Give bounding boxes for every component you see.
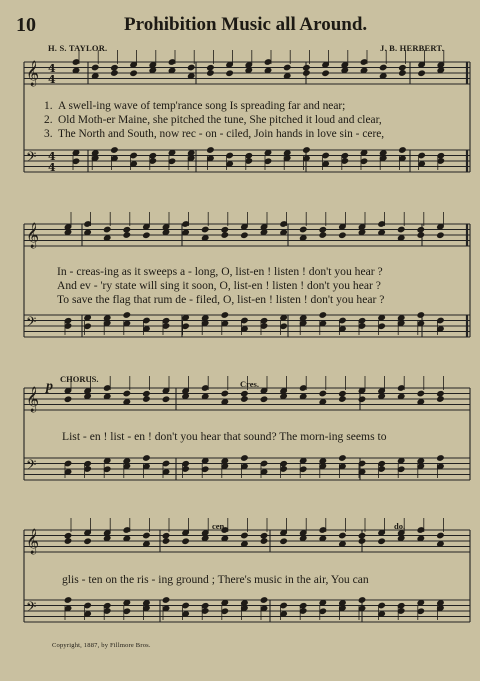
note-head <box>162 533 169 539</box>
note-head <box>339 605 346 611</box>
note-head <box>417 608 424 614</box>
note-head <box>104 535 111 541</box>
note-head <box>260 388 267 394</box>
note-head <box>149 153 156 159</box>
note-head <box>322 152 329 158</box>
note-head <box>264 158 271 164</box>
note-head <box>360 59 367 65</box>
note-head <box>104 320 111 326</box>
treble-clef-icon: 𝄞 <box>26 387 40 412</box>
note-head <box>284 155 291 161</box>
note-head <box>398 385 405 391</box>
note-head <box>182 323 189 329</box>
note-head <box>241 455 248 461</box>
note-head <box>339 232 346 238</box>
note-head <box>339 224 346 230</box>
note-head <box>398 608 405 614</box>
note-head <box>399 70 406 76</box>
note-head <box>92 155 99 161</box>
note-head <box>300 466 307 472</box>
note-head <box>143 317 150 323</box>
note-head <box>123 463 130 469</box>
note-head <box>64 318 71 324</box>
note-head <box>319 600 326 606</box>
note-head <box>245 153 252 159</box>
note-head <box>130 152 137 158</box>
note-head <box>226 62 233 68</box>
note-head <box>358 229 365 235</box>
note-head <box>260 460 267 466</box>
note-head <box>202 466 209 472</box>
bass-clef-icon: 𝄢 <box>26 149 37 168</box>
note-head <box>398 466 405 472</box>
note-head <box>398 603 405 609</box>
note-head <box>398 458 405 464</box>
note-head <box>84 221 91 227</box>
note-head <box>84 461 91 467</box>
note-head <box>378 393 385 399</box>
note-head <box>378 221 385 227</box>
composer-credit: J. B. HERBERT. <box>380 43 444 53</box>
note-head <box>358 388 365 394</box>
time-signature: 4 <box>48 161 56 174</box>
note-head <box>168 158 175 164</box>
note-head <box>182 530 189 536</box>
note-head <box>437 391 444 397</box>
note-head <box>300 608 307 614</box>
note-head <box>104 608 111 614</box>
note-head <box>378 466 385 472</box>
note-head <box>280 530 287 536</box>
dynamic-piano: p <box>46 379 53 394</box>
note-head <box>284 64 291 70</box>
crescendo-label: Cres. <box>240 379 259 389</box>
note-head <box>245 67 252 73</box>
time-signature: 4 <box>48 62 56 75</box>
note-head <box>221 232 228 238</box>
note-head <box>123 600 130 606</box>
note-head <box>104 603 111 609</box>
treble-clef-icon: 𝄞 <box>26 529 40 554</box>
note-head <box>260 323 267 329</box>
verse-line-3 <box>44 128 384 140</box>
note-head <box>143 224 150 230</box>
note-head <box>202 458 209 464</box>
note-head <box>84 602 91 608</box>
note-head <box>123 227 130 233</box>
note-head <box>241 396 248 402</box>
note-head <box>123 527 130 533</box>
note-head <box>143 532 150 538</box>
note-head <box>84 530 91 536</box>
note-head <box>241 232 248 238</box>
note-head <box>280 323 287 329</box>
note-head <box>303 65 310 71</box>
note-head <box>162 597 169 603</box>
note-head <box>64 533 71 539</box>
note-head <box>260 597 267 603</box>
note-head <box>339 391 346 397</box>
note-head <box>319 527 326 533</box>
note-head <box>64 388 71 394</box>
note-head <box>280 315 287 321</box>
note-head <box>378 315 385 321</box>
note-head <box>168 59 175 65</box>
note-head <box>202 226 209 232</box>
lyric-line-1: In - creas-ing as it sweeps a - long, O, list-en ! listen ! don't you hear ? <box>57 265 383 278</box>
note-head <box>341 158 348 164</box>
note-head <box>417 527 424 533</box>
note-head <box>143 605 150 611</box>
note-head <box>130 62 137 68</box>
note-head <box>130 70 137 76</box>
note-head <box>280 466 287 472</box>
note-head <box>437 605 444 611</box>
note-head <box>123 312 130 318</box>
note-head <box>399 147 406 153</box>
note-head <box>341 153 348 159</box>
note-head <box>417 463 424 469</box>
bass-clef-icon: 𝄢 <box>26 599 37 618</box>
note-head <box>358 538 365 544</box>
note-head <box>84 323 91 329</box>
verse-number: 1. <box>44 100 53 112</box>
note-head <box>84 466 91 472</box>
note-head <box>360 150 367 156</box>
note-head <box>64 323 71 329</box>
note-head <box>260 318 267 324</box>
note-head <box>92 64 99 70</box>
note-head <box>143 396 150 402</box>
lyricist-credit: H. S. TAYLOR. <box>48 43 108 53</box>
note-head <box>162 396 169 402</box>
verse-text: Old Moth-er Maine, she pitched the tune, She pitched it loud and clear, <box>58 114 382 126</box>
note-head <box>188 155 195 161</box>
note-head <box>168 150 175 156</box>
note-head <box>123 608 130 614</box>
note-head <box>162 538 169 544</box>
note-head <box>72 150 79 156</box>
note-head <box>104 466 111 472</box>
hymn-title: Prohibition Music all Around. <box>124 14 368 35</box>
note-head <box>182 315 189 321</box>
note-head <box>322 70 329 76</box>
note-head <box>241 317 248 323</box>
note-head <box>358 597 365 603</box>
note-head <box>202 535 209 541</box>
note-head <box>398 320 405 326</box>
note-head <box>104 458 111 464</box>
note-head <box>280 538 287 544</box>
note-head <box>300 535 307 541</box>
note-head <box>339 317 346 323</box>
note-head <box>380 64 387 70</box>
note-head <box>437 158 444 164</box>
note-head <box>207 65 214 71</box>
note-head <box>111 147 118 153</box>
verse-number: 3. <box>44 128 53 140</box>
note-head <box>319 232 326 238</box>
note-head <box>339 532 346 538</box>
note-head <box>64 538 71 544</box>
note-head <box>358 533 365 539</box>
verse-line-2 <box>44 114 382 126</box>
treble-clef-icon: 𝄞 <box>26 223 40 248</box>
note-head <box>380 155 387 161</box>
note-head <box>437 153 444 159</box>
note-head <box>280 602 287 608</box>
note-head <box>143 391 150 397</box>
note-head <box>84 538 91 544</box>
note-head <box>64 396 71 402</box>
note-head <box>260 396 267 402</box>
note-head <box>241 224 248 230</box>
chorus-label: CHORUS. <box>60 374 99 384</box>
note-head <box>418 70 425 76</box>
note-head <box>358 323 365 329</box>
note-head <box>72 158 79 164</box>
verse-text: A swell-ing wave of temp'rance song Is spreading far and near; <box>58 100 346 112</box>
note-head <box>245 158 252 164</box>
note-head <box>241 532 248 538</box>
note-head <box>221 390 228 396</box>
note-head <box>207 70 214 76</box>
note-head <box>280 461 287 467</box>
note-head <box>123 232 130 238</box>
note-head <box>182 466 189 472</box>
note-head <box>143 455 150 461</box>
note-head <box>280 221 287 227</box>
note-head <box>72 59 79 65</box>
note-head <box>84 315 91 321</box>
note-head <box>437 67 444 73</box>
note-head <box>417 227 424 233</box>
note-head <box>417 312 424 318</box>
lyric-line-2: And ev - 'ry state will sing it soon, O, list-en ! listen ! don't you hear ? <box>57 279 381 292</box>
note-head <box>188 64 195 70</box>
note-head <box>264 150 271 156</box>
note-head <box>378 602 385 608</box>
note-head <box>149 158 156 164</box>
note-head <box>221 463 228 469</box>
note-head <box>300 226 307 232</box>
verse-line-1 <box>44 100 345 112</box>
verse-number: 2. <box>44 114 53 126</box>
note-head <box>260 229 267 235</box>
note-head <box>226 70 233 76</box>
copyright-notice: Copyright, 1887, by Fillmore Bros. <box>52 642 151 649</box>
note-head <box>182 221 189 227</box>
note-head <box>319 390 326 396</box>
note-head <box>202 385 209 391</box>
note-head <box>221 608 228 614</box>
note-head <box>300 320 307 326</box>
note-head <box>123 390 130 396</box>
note-head <box>84 393 91 399</box>
note-head <box>202 608 209 614</box>
note-head <box>162 388 169 394</box>
note-head <box>437 455 444 461</box>
bass-clef-icon: 𝄢 <box>26 457 37 476</box>
note-head <box>300 458 307 464</box>
note-head <box>280 393 287 399</box>
note-head <box>182 393 189 399</box>
lyric-line-3: To save the flag that rum de - filed, O, list-en ! listen ! don't you hear ? <box>57 293 385 306</box>
note-head <box>221 312 228 318</box>
note-head <box>437 532 444 538</box>
note-head <box>417 600 424 606</box>
note-head <box>378 461 385 467</box>
note-head <box>226 152 233 158</box>
note-head <box>241 391 248 397</box>
chorus-lyric-line: List - en ! list - en ! don't you hear that sound? The morn-ing seems to <box>62 430 387 443</box>
note-head <box>378 530 385 536</box>
note-head <box>202 320 209 326</box>
note-head <box>303 70 310 76</box>
note-head <box>358 460 365 466</box>
note-head <box>398 226 405 232</box>
note-head <box>418 152 425 158</box>
do-label: do. <box>394 521 406 531</box>
note-head <box>300 385 307 391</box>
note-head <box>104 226 111 232</box>
note-head <box>399 65 406 71</box>
cen-label: cen <box>212 521 225 531</box>
time-signature: 4 <box>48 73 56 86</box>
note-head <box>182 602 189 608</box>
note-head <box>64 460 71 466</box>
note-head <box>417 390 424 396</box>
note-head <box>319 463 326 469</box>
note-head <box>303 147 310 153</box>
chorus-lyric-line-2: glis - ten on the ris - ing ground ; There's music in the air, You can <box>62 573 369 586</box>
note-head <box>182 461 189 467</box>
note-head <box>162 460 169 466</box>
note-head <box>437 317 444 323</box>
page-number: 10 <box>16 14 36 36</box>
note-head <box>319 227 326 233</box>
note-head <box>319 312 326 318</box>
time-signature: 4 <box>48 150 56 163</box>
treble-clef-icon: 𝄞 <box>26 61 40 86</box>
note-head <box>437 224 444 230</box>
note-head <box>162 318 169 324</box>
note-head <box>358 318 365 324</box>
note-head <box>339 396 346 402</box>
note-head <box>398 535 405 541</box>
note-head <box>182 538 189 544</box>
note-head <box>241 605 248 611</box>
note-head <box>378 538 385 544</box>
note-head <box>64 597 71 603</box>
note-head <box>207 147 214 153</box>
note-head <box>260 538 267 544</box>
note-head <box>202 603 209 609</box>
note-head <box>260 533 267 539</box>
note-head <box>149 67 156 73</box>
note-head <box>162 323 169 329</box>
note-head <box>358 396 365 402</box>
note-head <box>104 385 111 391</box>
note-head <box>339 455 346 461</box>
note-head <box>417 232 424 238</box>
note-head <box>111 65 118 71</box>
bass-clef-icon: 𝄢 <box>26 314 37 333</box>
note-head <box>437 232 444 238</box>
note-head <box>319 608 326 614</box>
note-head <box>437 396 444 402</box>
note-head <box>418 62 425 68</box>
note-head <box>264 59 271 65</box>
note-head <box>64 229 71 235</box>
note-head <box>221 600 228 606</box>
note-head <box>360 158 367 164</box>
note-head <box>162 229 169 235</box>
note-head <box>341 67 348 73</box>
verse-text: The North and South, now rec - on - ciled, Join hands in love sin - cere, <box>58 128 385 140</box>
note-head <box>300 603 307 609</box>
note-head <box>221 227 228 233</box>
note-head <box>111 70 118 76</box>
note-head <box>322 62 329 68</box>
note-head <box>378 323 385 329</box>
note-head <box>143 232 150 238</box>
